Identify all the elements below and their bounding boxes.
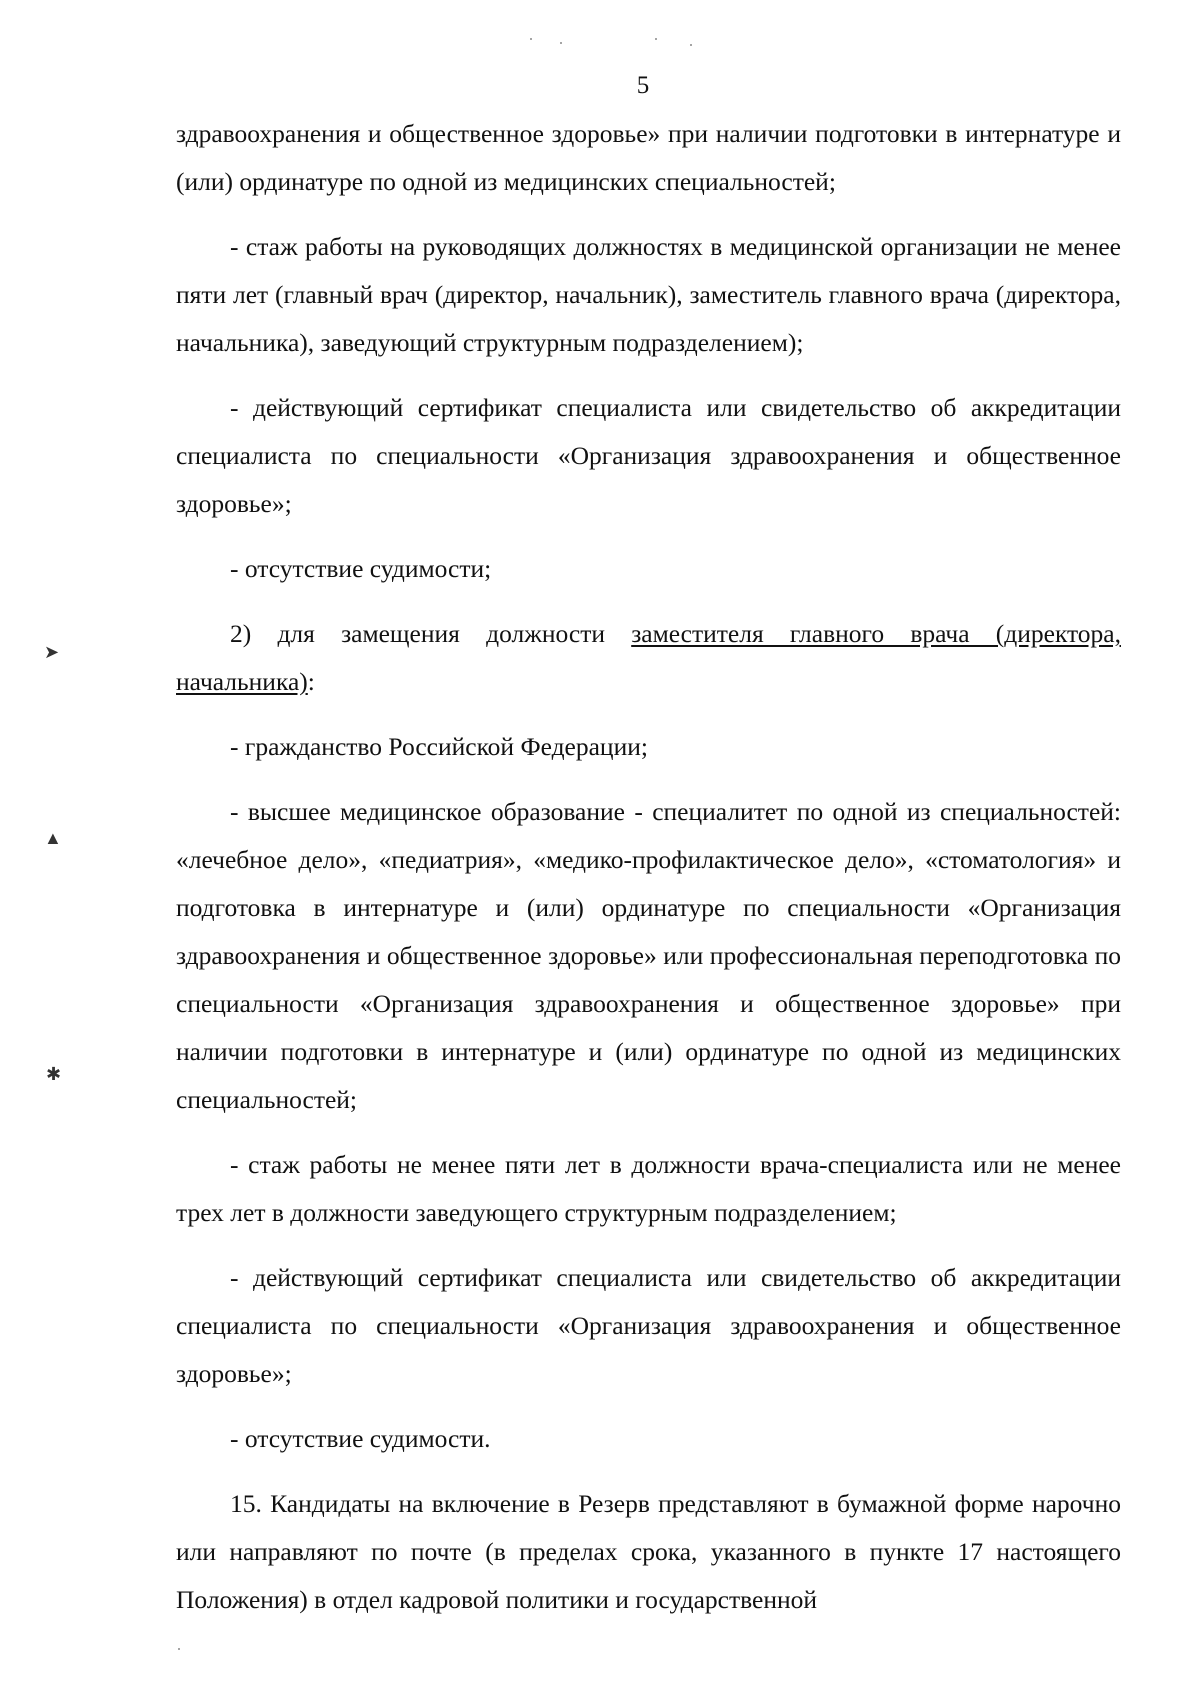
scan-mark: ✱: [46, 1064, 62, 1084]
scan-speck: [560, 42, 562, 44]
paragraph-continuation: здравоохранения и общественное здоровье» при наличии подготовки в интернатуре и (или) ординатуре по одной из медицинских специальностей;: [176, 119, 1121, 196]
paragraph-certificate: - действующий сертификат специалиста или свидетельство об аккредитации специалиста по специальности «Организация здравоохранения и общественное здоровье»;: [176, 393, 1121, 518]
paragraph-management-experience: - стаж работы на руководящих должностях в медицинской организации не менее пяти лет (главный врач (директор, начальник), заместитель главного врача (директора, начальника), заведующий структурным подразделением);: [176, 232, 1121, 357]
paragraph-education: - высшее медицинское образование - специалитет по одной из специальностей: «лечебное дело», «педиатрия», «медико-профилактическое дело», «стоматология» и подготовка в интернатуре и (или) ординатуре по специальности «Организация здравоохранения и общественное здоровье» или профессиональная переподготовка по специальности «Организация здравоохранения и общественное здоровье» при наличии подготовки в интернатуре и (или) ординатуре по одной из медицинских специальностей;: [176, 797, 1121, 1114]
document-body: [176, 110, 1121, 1641]
scan-speck: [690, 44, 692, 46]
scan-speck: [530, 38, 532, 40]
deputy-position-title: заместителя главного врача (директора, начальника): [176, 619, 1121, 696]
scan-mark: ▲: [44, 828, 62, 848]
deputy-position-prefix: 2) для замещения должности: [230, 619, 632, 648]
scan-speck: [655, 38, 657, 40]
paragraph-15: 15. Кандидаты на включение в Резерв представляют в бумажной форме нарочно или направляют по почте (в пределах срока, указанного в пункте 17 настоящего Положения) в отдел кадровой политики и государственной: [176, 1489, 1121, 1614]
paragraph-work-experience: - стаж работы не менее пяти лет в должности врача-специалиста или не менее трех лет в должности заведующего структурным подразделением;: [176, 1150, 1121, 1227]
paragraph-deputy-position: [176, 610, 1121, 706]
page-number: 5: [636, 72, 650, 99]
scan-mark: ➤: [44, 642, 60, 662]
deputy-position-suffix: :: [307, 667, 315, 696]
paragraph-no-criminal-record: - отсутствие судимости;: [230, 554, 492, 583]
paragraph-citizenship: - гражданство Российской Федерации;: [230, 732, 648, 761]
paragraph-no-criminal-record-2: - отсутствие судимости.: [230, 1424, 491, 1453]
paragraph-certificate-2: - действующий сертификат специалиста или свидетельство об аккредитации специалиста по специальности «Организация здравоохранения и общественное здоровье»;: [176, 1263, 1121, 1388]
scan-speck: [178, 1648, 180, 1650]
